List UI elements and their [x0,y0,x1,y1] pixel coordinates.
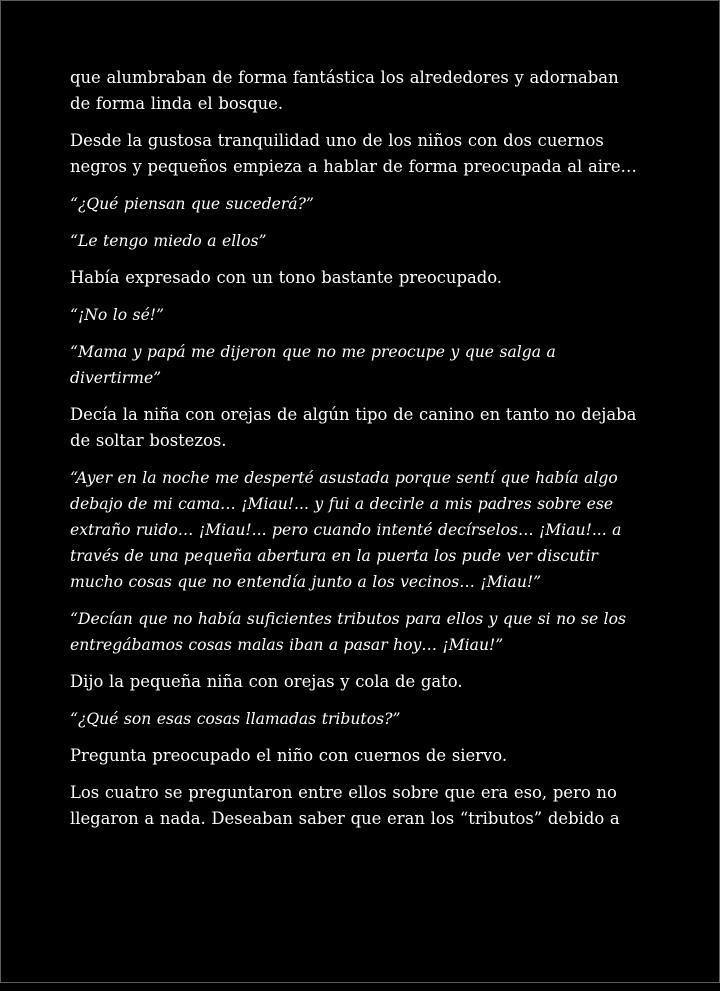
dialogue-line: “Decían que no había suficientes tributos para ellos y que si no se los entregábamos cosas malas iban a pasar hoy… ¡Miau!” [70,610,627,654]
narration-paragraph: Los cuatro se preguntaron entre ellos sobre que era eso, pero no llegaron a nada. Deseaban saber que eran los “tributos” debido a [70,783,620,828]
dialogue-line: “Ayer en la noche me desperté asustada porque sentí que había algo debajo de mi cama… ¡Miau!... y fui a decirle a mis padres sobre ese extraño ruido… ¡Miau!... pero cuando intenté decírselos… ¡Miau!... a través de una pequeña abertura en la puerta los pude ver discutir mucho cosas que no entendía junto a los vecinos… ¡Miau!” [70,469,622,591]
dialogue-line: “¿Qué piensan que sucederá?” [70,195,314,213]
narration-paragraph: Había expresado con un tono bastante preocupado. [70,268,502,287]
dialogue-line: “Mama y papá me dijeron que no me preocupe y que salga a divertirme” [70,343,556,387]
narration-paragraph: Pregunta preocupado el niño con cuernos de siervo. [70,746,508,765]
narration-paragraph: Desde la gustosa tranquilidad uno de los niños con dos cuernos negros y pequeños empieza a hablar de forma preocupada al aire… [70,131,637,176]
narration-paragraph: Decía la niña con orejas de algún tipo de canino en tanto no dejaba de soltar bostezos. [70,405,637,450]
dialogue-line: “Le tengo miedo a ellos” [70,232,267,250]
dialogue-line: “¡No lo sé!” [70,306,165,324]
dialogue-line: “¿Qué son esas cosas llamadas tributos?” [70,710,401,728]
narration-paragraph: que alumbraban de forma fantástica los alrededores y adornaban de forma linda el bosque. [70,68,619,113]
narration-paragraph: Dijo la pequeña niña con orejas y cola de gato. [70,672,463,691]
story-text [70,65,655,843]
